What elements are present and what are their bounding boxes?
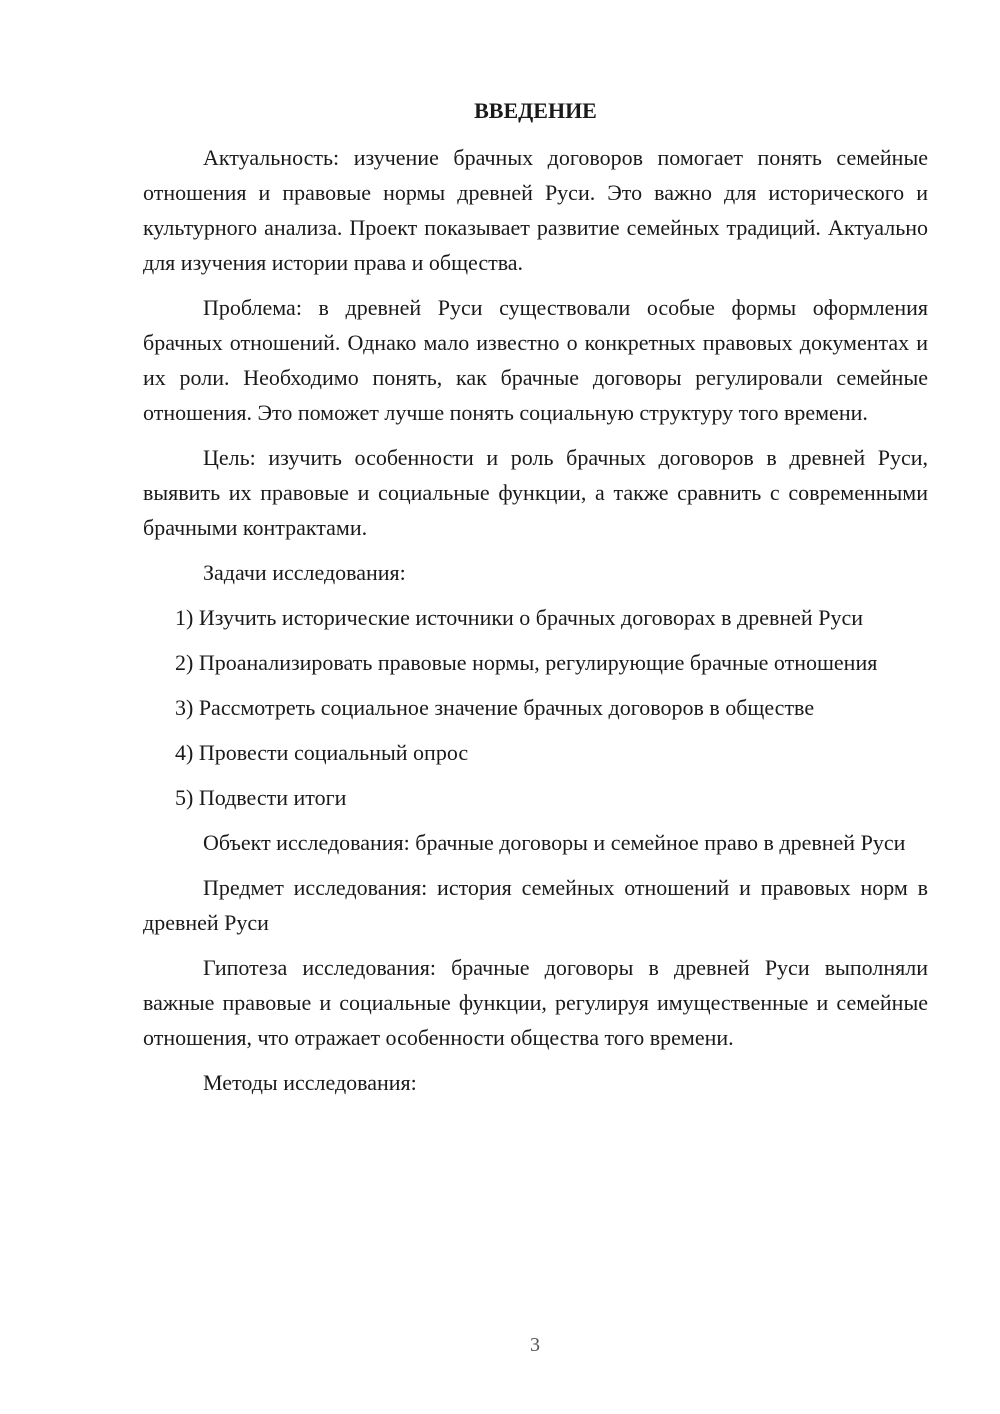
tasks-label: Задачи исследования: <box>203 560 406 585</box>
relevance-paragraph: Актуальность: изучение брачных договоров помогает понять семейные отношения и правовые нормы древней Руси. Это важно для исторического и культурного анализа. Проект показывает развитие семейных традиций. Актуально для изучения истории права и общества. <box>143 145 928 275</box>
hypothesis-paragraph: Гипотеза исследования: брачные договоры в древней Руси выполняли важные правовые и социальные функции, регулируя имущественные и семейные отношения, что отражает особенности общества того времени. <box>143 955 928 1050</box>
methods-label: Методы исследования: <box>203 1070 417 1095</box>
task-item-4: 4) Провести социальный опрос <box>175 740 469 765</box>
task-item-1: 1) Изучить исторические источники о брачных договорах в древней Руси <box>175 605 863 630</box>
task-item-3: 3) Рассмотреть социальное значение брачных договоров в обществе <box>175 695 815 720</box>
task-item-2: 2) Проанализировать правовые нормы, регулирующие брачные отношения <box>175 650 878 675</box>
subject-paragraph: Предмет исследования: история семейных отношений и правовых норм в древней Руси <box>143 875 928 935</box>
section-heading: ВВЕДЕНИЕ <box>474 98 597 123</box>
problem-paragraph: Проблема: в древней Руси существовали особые формы оформления брачных отношений. Однако мало известно о конкретных правовых документах и их роли. Необходимо понять, как брачные договоры регулировали семейные отношения. Это поможет лучше понять социальную структуру того времени. <box>143 295 928 425</box>
goal-paragraph: Цель: изучить особенности и роль брачных договоров в древней Руси, выявить их правовые и социальные функции, а также сравнить с современными брачными контрактами. <box>143 445 928 540</box>
tasks-list <box>143 600 928 815</box>
page-content <box>143 93 928 1110</box>
object-paragraph: Объект исследования: брачные договоры и семейное право в древней Руси <box>203 830 906 855</box>
task-item-5: 5) Подвести итоги <box>175 785 347 810</box>
page-number: 3 <box>530 1334 540 1356</box>
